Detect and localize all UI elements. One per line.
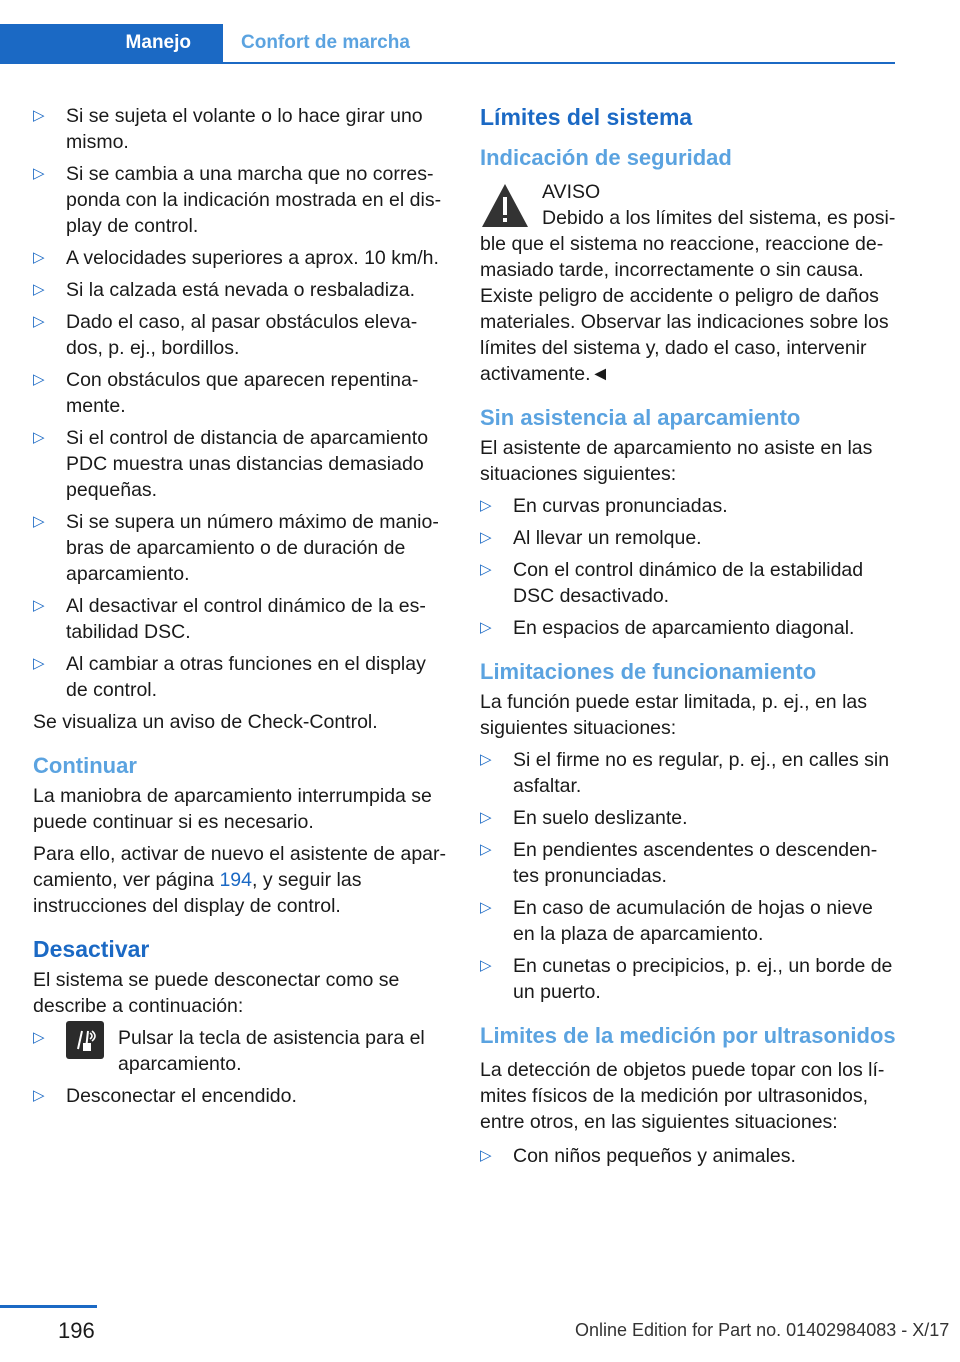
list-item: ▷ A velocidades superiores a aprox. 10 km/h. xyxy=(33,247,439,269)
list-item: ▷ En suelo deslizante. xyxy=(480,807,688,829)
list-item: ▷ Al cambiar a otras funciones en el display de control. xyxy=(33,653,426,701)
desactivar-paragraph: El sistema se puede desconectar como se describe a continuación: xyxy=(33,969,400,1017)
list-item: ▷ Con el control dinámico de la estabilidad DSC desactivado. xyxy=(480,559,864,607)
sin-asistencia-paragraph: El asistente de aparcamiento no asiste en las situaciones siguientes: xyxy=(480,437,873,485)
limitaciones-paragraph: La función puede estar limitada, p. ej., en las siguientes situaciones: xyxy=(480,691,867,739)
page-number: 196 xyxy=(58,1318,95,1343)
list-item: ▷ Desconectar el encendido. xyxy=(33,1085,297,1107)
bullet-triangle-icon: ▷ xyxy=(480,1147,492,1164)
bullet-triangle-icon: ▷ xyxy=(33,513,45,530)
continuar-heading: Continuar xyxy=(33,753,137,778)
bullet-triangle-icon: ▷ xyxy=(480,899,492,916)
list-item: ▷ Pulsar la tecla de asistencia para el aparcamiento. xyxy=(33,1025,448,1077)
park-assist-button-icon xyxy=(66,1021,104,1059)
footer-rule xyxy=(0,1305,97,1308)
bullet-triangle-icon: ▷ xyxy=(33,655,45,672)
warning-block xyxy=(480,181,898,231)
limitaciones-heading: Limitaciones de funcionamiento xyxy=(480,659,817,684)
list-item: ▷ Con obstáculos que aparecen repentina‐mente. xyxy=(33,369,419,417)
list-item: ▷ En cunetas o precipicios, p. ej., un borde de un puerto. xyxy=(480,955,893,1003)
bullet-triangle-icon: ▷ xyxy=(480,957,492,974)
list-item: ▷ En espacios de aparcamiento diagonal. xyxy=(480,617,855,639)
bullet-triangle-icon: ▷ xyxy=(33,1087,45,1104)
left-column xyxy=(33,103,448,1115)
sin-asistencia-heading: Sin asistencia al aparcamiento xyxy=(480,405,801,430)
bullet-triangle-icon: ▷ xyxy=(33,429,45,446)
bullet-triangle-icon: ▷ xyxy=(480,561,492,578)
bullet-triangle-icon: ▷ xyxy=(480,841,492,858)
bullet-triangle-icon: ▷ xyxy=(33,249,45,266)
chapter-header xyxy=(0,24,895,64)
list-item: ▷ Si se sujeta el volante o lo hace girar uno mismo. xyxy=(33,105,423,153)
list-item: ▷ Si el firme no es regular, p. ej., en calles sin asfaltar. xyxy=(480,749,890,797)
ultrasonidos-paragraph: La detección de objetos puede topar con los lí‐mites físicos de la medición por ultrasonidos, entre otros, en las siguientes situaciones: xyxy=(480,1059,885,1133)
list-item: ▷ Si se cambia a una marcha que no corres‐ponda con la indicación mostrada en el dis‐play de control. xyxy=(33,163,442,237)
bullet-triangle-icon: ▷ xyxy=(33,371,45,388)
continuar-paragraph-1: La maniobra de aparcamiento interrumpida se puede continuar si es necesario. xyxy=(33,785,432,833)
list-item: ▷ Si el control de distancia de aparcamiento PDC muestra unas distancias demasiado pequeñas. xyxy=(33,427,429,501)
bullet-triangle-icon: ▷ xyxy=(33,313,45,330)
ultrasonidos-heading: Limites de la medición por ultrasonidos xyxy=(480,1023,896,1048)
bullet-triangle-icon: ▷ xyxy=(480,809,492,826)
bullet-triangle-icon: ▷ xyxy=(33,165,45,182)
warning-text: ble que el sistema no reaccione, reaccione de‐masiado tarde, incorrectamente o sin causa. Existe peligro de accidente o peligro de daños materiales. Observar las indicaciones sobre los límites del sistema y, dado el caso, intervenir activamente.◄ xyxy=(480,233,889,385)
list-item: ▷ Al llevar un remolque. xyxy=(480,527,702,549)
list-item: ▷ En curvas pronunciadas. xyxy=(480,495,728,517)
list-item: ▷ Dado el caso, al pasar obstáculos eleva‐dos, p. ej., bordillos. xyxy=(33,311,418,359)
list-item: ▷ Al desactivar el control dinámico de la es‐tabilidad DSC. xyxy=(33,595,426,643)
limites-heading: Límites del sistema xyxy=(480,104,693,130)
list-item: ▷ Si la calzada está nevada o resbaladiza. xyxy=(33,279,416,301)
edition-text: Online Edition for Part no. 01402984083 - X/17 xyxy=(575,1320,950,1340)
bullet-triangle-icon: ▷ xyxy=(33,597,45,614)
list-item: ▷ En caso de acumulación de hojas o nieve en la plaza de aparcamiento. xyxy=(480,897,873,945)
tab-confort-de-marcha[interactable]: Confort de marcha xyxy=(241,32,410,53)
warning-triangle-icon xyxy=(480,181,530,231)
bullet-triangle-icon: ▷ xyxy=(33,107,45,124)
bullet-triangle-icon: ▷ xyxy=(480,619,492,636)
bullet-triangle-icon: ▷ xyxy=(33,1029,45,1046)
desactivar-heading: Desactivar xyxy=(33,936,150,962)
warning-label: AVISO xyxy=(542,181,601,203)
bullet-triangle-icon: ▷ xyxy=(480,751,492,768)
continuar-paragraph-2: Para ello, activar de nuevo el asistente de apar‐camiento, ver página 194, y seguir las instrucciones del display de control. xyxy=(33,843,446,917)
list-item: ▷ Si se supera un número máximo de manio‐bras de aparcamiento o de duración de aparcamiento. xyxy=(33,511,439,585)
bullet-triangle-icon: ▷ xyxy=(480,529,492,546)
warning-text-line-1: Debido a los límites del sistema, es posi‐ xyxy=(542,207,896,229)
list-item: ▷ En pendientes ascendentes o descenden‐tes pronunciadas. xyxy=(480,839,878,887)
right-column xyxy=(480,103,898,1175)
bullet-triangle-icon: ▷ xyxy=(480,497,492,514)
bullet-triangle-icon: ▷ xyxy=(33,281,45,298)
tab-manejo[interactable]: Manejo xyxy=(0,24,223,62)
list-item: ▷ Con niños pequeños y animales. xyxy=(480,1145,796,1167)
page-link[interactable]: 194 xyxy=(219,869,252,891)
checkcontrol-text: Se visualiza un aviso de Check-Control. xyxy=(33,711,378,733)
seguridad-heading: Indicación de seguridad xyxy=(480,145,732,170)
